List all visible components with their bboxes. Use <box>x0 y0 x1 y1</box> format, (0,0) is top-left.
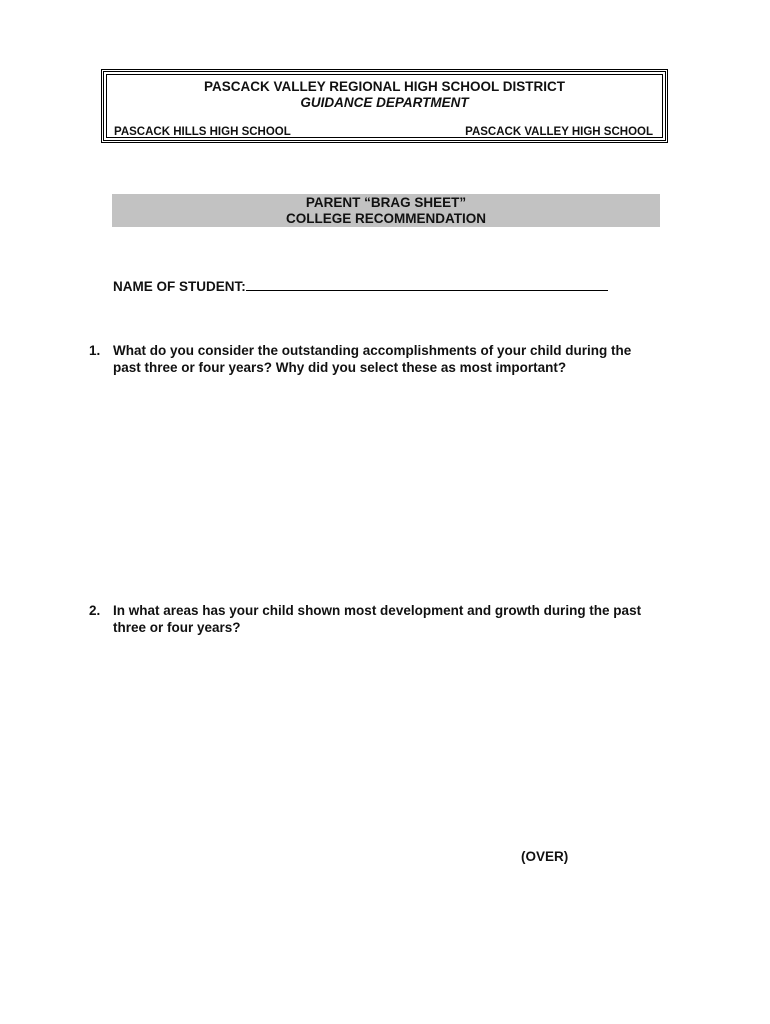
school-right-label: PASCACK VALLEY HIGH SCHOOL <box>465 126 653 138</box>
school-left-label: PASCACK HILLS HIGH SCHOOL <box>114 126 291 138</box>
question-text: In what areas has your child shown most development and growth during the past three or four years? <box>113 603 642 635</box>
student-name-field[interactable] <box>246 277 608 291</box>
district-title: PASCACK VALLEY REGIONAL HIGH SCHOOL DISTRICT <box>203 79 566 94</box>
department-subtitle: GUIDANCE DEPARTMENT <box>300 95 469 110</box>
over-indicator: (OVER) <box>521 849 569 864</box>
student-name-row <box>113 277 608 295</box>
question-text: What do you consider the outstanding accomplishments of your child during the past three or four years? Why did you select these as most important? <box>113 343 632 375</box>
student-name-label: NAME OF STUDENT: <box>113 279 246 294</box>
header-box <box>101 69 668 143</box>
question-number: 1. <box>89 343 101 358</box>
question-number: 2. <box>89 603 101 618</box>
form-title-banner <box>112 194 660 227</box>
form-title: PARENT “BRAG SHEET” <box>305 195 467 210</box>
form-subtitle: COLLEGE RECOMMENDATION <box>286 211 486 226</box>
